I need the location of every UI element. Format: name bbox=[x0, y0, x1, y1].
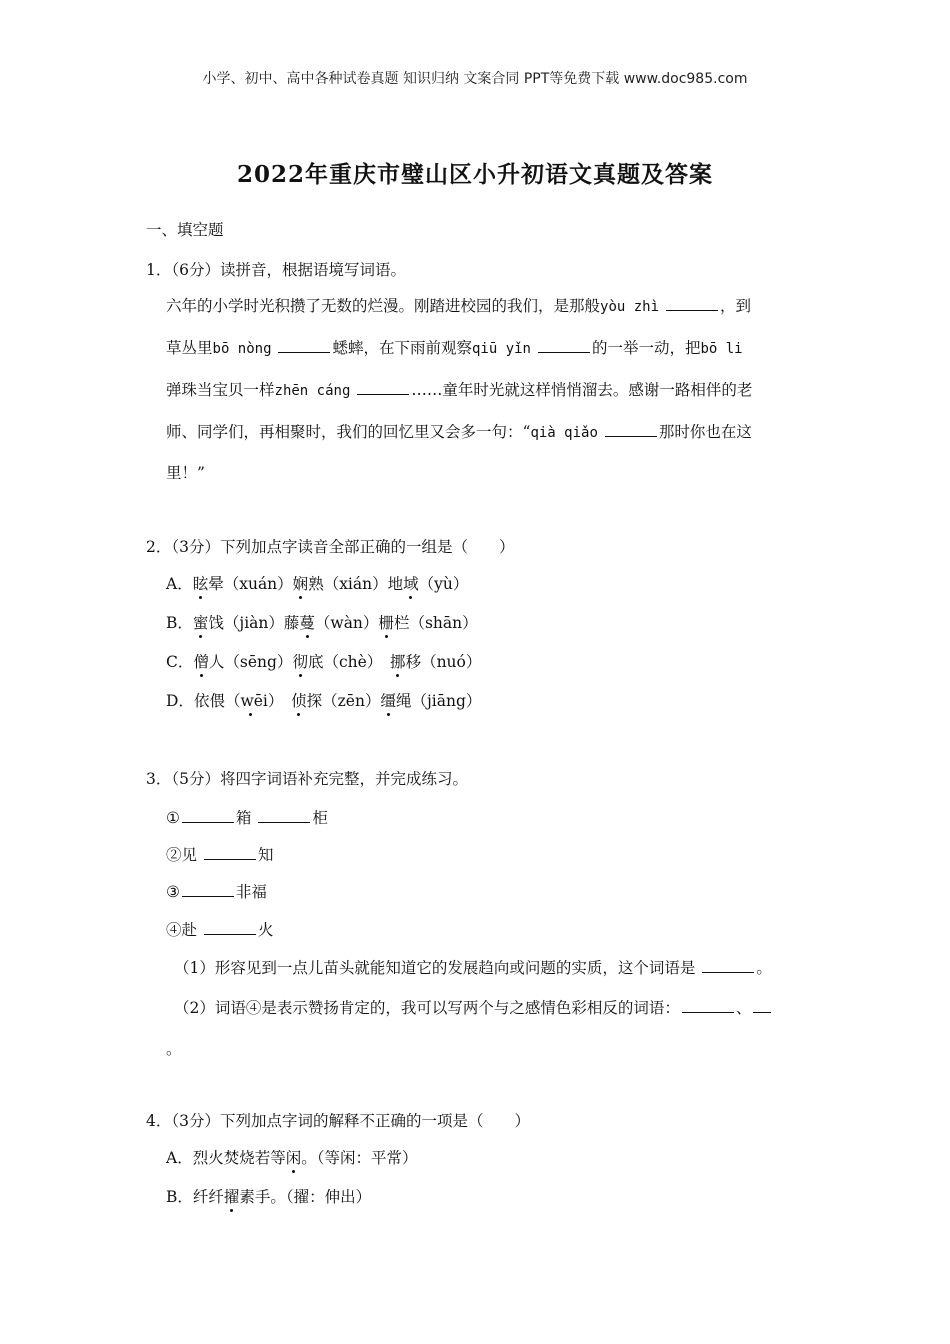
pinyin: bō nòng bbox=[212, 341, 272, 357]
q4-option-b[interactable]: B．纤纤擢素手。（擢：伸出） bbox=[166, 1185, 371, 1207]
q4-option-a[interactable]: A．烈火焚烧若等闲。（等闲：平常） bbox=[166, 1146, 417, 1168]
q1-line-5: 里！” bbox=[166, 464, 205, 482]
q3-item-4: ④赴 火 bbox=[166, 921, 274, 939]
q1-line-4: 师、同学们，再相聚时，我们的回忆里又会多一句：“qià qiǎo 那时你也在这 bbox=[166, 423, 752, 441]
page-title: 2022年重庆市璧山区小升初语文真题及答案 bbox=[236, 161, 713, 188]
q1-line-3: 弹珠当宝贝一样zhēn cáng ……童年时光就这样悄悄溜去。感谢一路相伴的老 bbox=[166, 381, 753, 399]
q3-stem: 3．（5分）将四字词语补充完整，并完成练习。 bbox=[146, 770, 468, 788]
dotted-char: 偎（wēi） bbox=[209, 689, 291, 711]
pinyin: bō li bbox=[700, 341, 743, 357]
pinyin: qià qiǎo bbox=[530, 425, 598, 441]
answer-blank[interactable] bbox=[682, 1000, 734, 1013]
q2-stem: 2．（3分）下列加点字读音全部正确的一组是（ ） bbox=[146, 538, 515, 556]
q3-item-3: ③ 非福 bbox=[166, 883, 267, 901]
answer-blank[interactable] bbox=[666, 298, 718, 311]
answer-blank[interactable] bbox=[182, 810, 234, 823]
answer-blank[interactable] bbox=[605, 424, 657, 437]
section-heading: 一、填空题 bbox=[146, 221, 224, 239]
q3-item-1: ① 箱 柜 bbox=[166, 809, 328, 827]
answer-blank[interactable] bbox=[182, 884, 234, 897]
dotted-char: 彻 bbox=[292, 650, 308, 672]
answer-blank[interactable] bbox=[357, 382, 409, 395]
answer-blank[interactable] bbox=[204, 922, 256, 935]
q2-option-a[interactable]: A．眩晕（xuán）娴熟（xián）地域（yù） bbox=[166, 572, 468, 594]
q3-sub-2: （2）词语④是表示赞扬肯定的，我可以写两个与之感情色彩相反的词语： 、 bbox=[174, 996, 773, 1018]
dotted-char: 蔓 bbox=[299, 611, 315, 633]
q1-stem: 1．（6分）读拼音，根据语境写词语。 bbox=[146, 261, 406, 279]
dotted-char: 缰 bbox=[380, 689, 396, 711]
q2-option-b[interactable]: B．蜜饯（jiàn）藤蔓（wàn）栅栏（shān） bbox=[166, 611, 478, 633]
dotted-char: 域 bbox=[403, 572, 419, 594]
answer-blank[interactable] bbox=[204, 847, 256, 860]
dotted-char: 挪 bbox=[390, 650, 406, 672]
dotted-char: 栅 bbox=[378, 611, 394, 633]
answer-blank[interactable] bbox=[702, 960, 754, 973]
answer-blank[interactable] bbox=[753, 1000, 771, 1013]
dotted-char: 闲 bbox=[286, 1146, 302, 1168]
q3-sub-1: （1）形容见到一点儿苗头就能知道它的发展趋向或问题的实质，这个词语是 。 bbox=[174, 959, 772, 977]
answer-blank[interactable] bbox=[278, 340, 330, 353]
q2-option-c[interactable]: C．僧人（sēng）彻底（chè） 挪移（nuó） bbox=[166, 650, 481, 672]
dotted-char: 蜜 bbox=[193, 611, 209, 633]
answer-blank[interactable] bbox=[258, 810, 310, 823]
dotted-char: 侦 bbox=[291, 689, 307, 711]
q1-line-1: 六年的小学时光积攒了无数的烂漫。刚踏进校园的我们，是那般yòu zhì ，到 bbox=[166, 297, 751, 315]
dotted-char: 僧 bbox=[193, 650, 209, 672]
answer-blank[interactable] bbox=[538, 340, 590, 353]
dotted-char: 擢 bbox=[224, 1185, 240, 1207]
pinyin: zhēn cáng bbox=[274, 383, 351, 399]
page-header: 小学、初中、高中各种试卷真题 知识归纳 文案合同 PPT等免费下载 www.doc985.com bbox=[202, 71, 748, 87]
q3-item-2: ②见 知 bbox=[166, 846, 274, 864]
pinyin: qiū yǐn bbox=[471, 341, 531, 357]
q4-stem: 4．（3分）下列加点字词的解释不正确的一项是（ ） bbox=[146, 1112, 530, 1130]
pinyin: yòu zhì bbox=[600, 299, 660, 315]
q1-line-2: 草丛里bō nòng 蟋蟀，在下雨前观察qiū yǐn 的一举一动，把bō li bbox=[166, 339, 743, 357]
dotted-char: 娴 bbox=[293, 572, 309, 594]
dotted-char: 眩 bbox=[193, 572, 209, 594]
q2-option-d[interactable]: D．依偎（wēi） 侦探（zēn）缰绳（jiāng） bbox=[166, 689, 481, 711]
q3-sub-2-end: 。 bbox=[166, 1040, 182, 1058]
